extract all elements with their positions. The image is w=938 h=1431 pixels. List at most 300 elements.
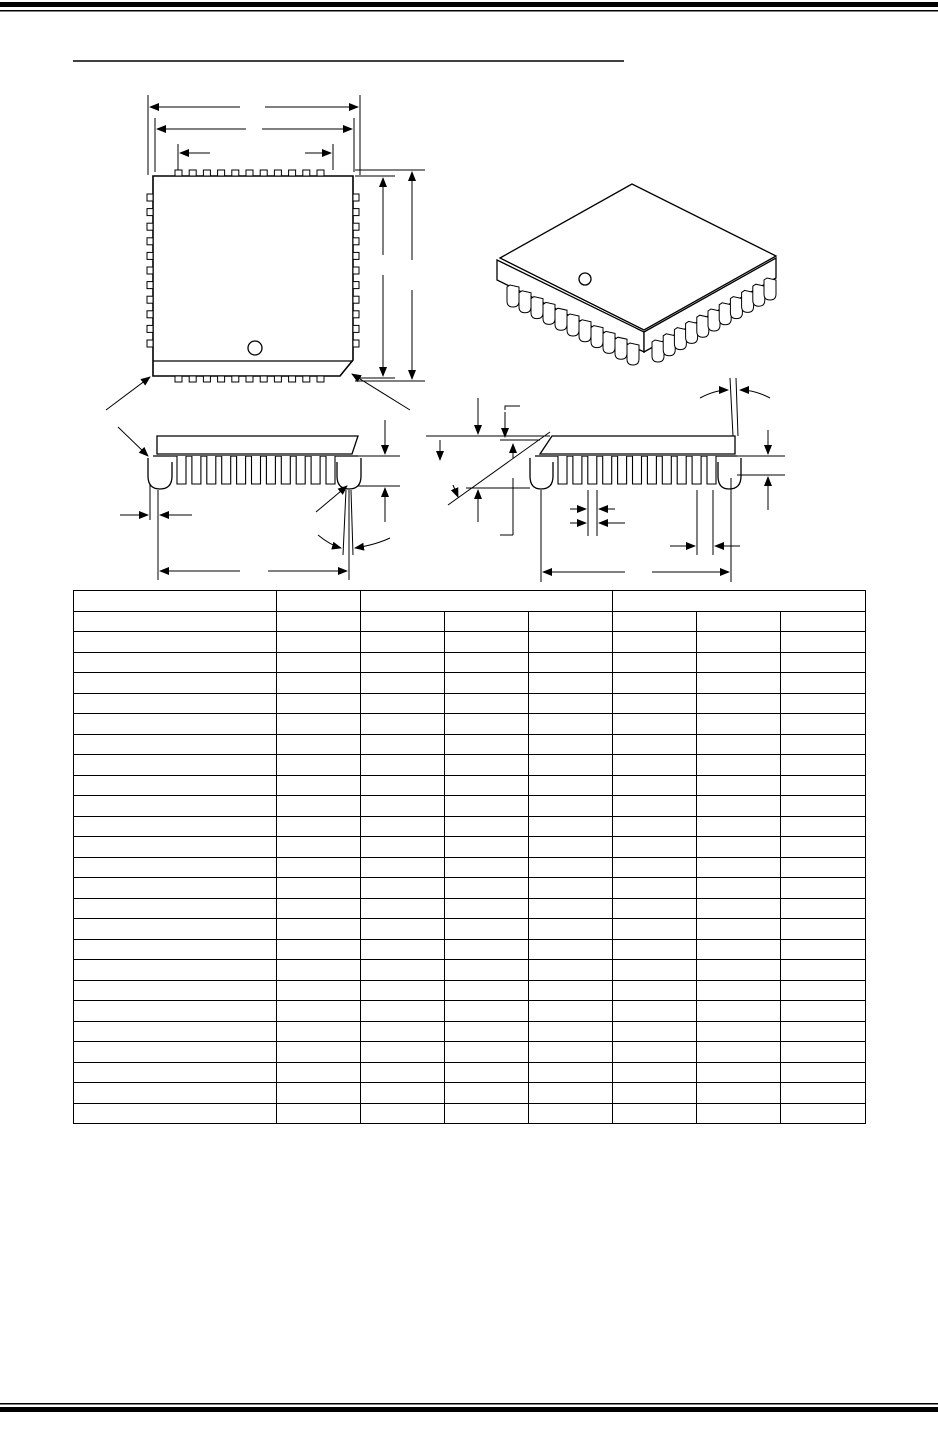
table-cell bbox=[277, 960, 361, 981]
table-cell bbox=[613, 1103, 697, 1124]
table-cell bbox=[277, 693, 361, 714]
side-view-right bbox=[426, 378, 785, 582]
pin-top bbox=[203, 170, 210, 176]
table-cell bbox=[781, 878, 866, 899]
table-cell bbox=[361, 1083, 445, 1104]
table-cell bbox=[781, 1042, 866, 1063]
table-cell bbox=[277, 796, 361, 817]
table-cell bbox=[613, 611, 697, 632]
table-cell bbox=[781, 775, 866, 796]
table-row bbox=[74, 919, 866, 940]
table-cell bbox=[74, 837, 277, 858]
table-cell bbox=[613, 775, 697, 796]
table-row bbox=[74, 816, 866, 837]
pin-bottom bbox=[317, 376, 324, 382]
table-cell bbox=[697, 632, 781, 653]
table-cell bbox=[361, 1062, 445, 1083]
iso-pin-left bbox=[531, 297, 543, 319]
table-cell bbox=[529, 673, 613, 694]
pin-top bbox=[189, 170, 196, 176]
table-cell bbox=[529, 960, 613, 981]
table-cell bbox=[361, 919, 445, 940]
table-cell bbox=[697, 714, 781, 735]
table-cell bbox=[277, 652, 361, 673]
table-cell bbox=[361, 755, 445, 776]
pin-bottom bbox=[246, 376, 253, 382]
table-cell bbox=[445, 939, 529, 960]
table-row bbox=[74, 755, 866, 776]
table-row bbox=[74, 1103, 866, 1124]
table-cell bbox=[613, 939, 697, 960]
pin-top bbox=[317, 170, 324, 176]
table-row bbox=[74, 693, 866, 714]
table-row bbox=[74, 1062, 866, 1083]
table-cell bbox=[529, 714, 613, 735]
table-row bbox=[74, 837, 866, 858]
pin-bottom bbox=[218, 376, 225, 382]
pin-left bbox=[147, 325, 153, 332]
table-cell bbox=[361, 960, 445, 981]
pin-top bbox=[175, 170, 182, 176]
table-cell bbox=[781, 939, 866, 960]
table-cell bbox=[277, 611, 361, 632]
table-cell bbox=[529, 693, 613, 714]
table-cell bbox=[74, 960, 277, 981]
table-row bbox=[74, 775, 866, 796]
table-cell bbox=[445, 693, 529, 714]
table-cell bbox=[697, 611, 781, 632]
table-cell bbox=[445, 898, 529, 919]
pin-right bbox=[353, 311, 359, 318]
table-cell bbox=[74, 775, 277, 796]
table-header-cell bbox=[613, 591, 866, 612]
table-cell bbox=[781, 1062, 866, 1083]
table-cell bbox=[781, 611, 866, 632]
side-lead bbox=[252, 456, 261, 484]
table-cell bbox=[361, 1042, 445, 1063]
table-cell bbox=[529, 1083, 613, 1104]
iso-pin-right bbox=[764, 278, 776, 300]
table-cell bbox=[74, 857, 277, 878]
table-cell bbox=[697, 1042, 781, 1063]
leader-chamfer-left bbox=[106, 377, 150, 410]
table-cell bbox=[529, 1062, 613, 1083]
table-cell bbox=[697, 1062, 781, 1083]
side-lead bbox=[192, 456, 201, 484]
table-cell bbox=[445, 960, 529, 981]
side-lead bbox=[662, 456, 671, 484]
pin-bottom bbox=[274, 376, 281, 382]
pin-left bbox=[147, 223, 153, 230]
side-lead bbox=[677, 456, 686, 484]
table-cell bbox=[613, 673, 697, 694]
table-cell bbox=[277, 1021, 361, 1042]
table-cell bbox=[781, 796, 866, 817]
pin-left bbox=[147, 311, 153, 318]
table-cell bbox=[781, 1001, 866, 1022]
dimensions-table bbox=[73, 590, 866, 1124]
iso-pin-right bbox=[697, 315, 709, 337]
table-cell bbox=[277, 898, 361, 919]
table-cell bbox=[697, 939, 781, 960]
table-cell bbox=[781, 898, 866, 919]
pin-left bbox=[147, 340, 153, 347]
table-cell bbox=[697, 775, 781, 796]
table-cell bbox=[277, 1103, 361, 1124]
table-cell bbox=[74, 714, 277, 735]
table-row bbox=[74, 898, 866, 919]
iso-pin-left bbox=[555, 308, 567, 330]
table-cell bbox=[74, 652, 277, 673]
table-cell bbox=[697, 673, 781, 694]
table-cell bbox=[74, 1103, 277, 1124]
pin-left bbox=[147, 282, 153, 289]
table-cell bbox=[74, 734, 277, 755]
table-cell bbox=[277, 980, 361, 1001]
side-lead bbox=[207, 456, 216, 484]
table-cell bbox=[74, 693, 277, 714]
side-lead bbox=[266, 456, 275, 484]
table-cell bbox=[697, 898, 781, 919]
table-cell bbox=[697, 693, 781, 714]
pin-right bbox=[353, 223, 359, 230]
table-cell bbox=[74, 1062, 277, 1083]
table-cell bbox=[74, 673, 277, 694]
side-lead bbox=[311, 456, 320, 484]
table-cell bbox=[361, 734, 445, 755]
iso-pin-left bbox=[579, 320, 591, 342]
table-cell bbox=[74, 878, 277, 899]
side-lead bbox=[618, 456, 627, 484]
table-cell bbox=[781, 714, 866, 735]
table-cell bbox=[445, 878, 529, 899]
table-cell bbox=[361, 1001, 445, 1022]
iso-pin-right bbox=[674, 328, 686, 350]
table-cell bbox=[445, 1103, 529, 1124]
table-cell bbox=[74, 611, 277, 632]
table-row bbox=[74, 980, 866, 1001]
table-cell bbox=[613, 898, 697, 919]
table-cell bbox=[74, 1042, 277, 1063]
table-cell bbox=[697, 919, 781, 940]
pin-right bbox=[353, 194, 359, 201]
pin-top bbox=[260, 170, 267, 176]
table-cell bbox=[445, 857, 529, 878]
table-cell bbox=[781, 919, 866, 940]
table-cell bbox=[781, 960, 866, 981]
bottom-rule bbox=[0, 1403, 938, 1412]
table-cell bbox=[697, 1021, 781, 1042]
top-rule bbox=[0, 2, 938, 12]
table-cell bbox=[445, 1042, 529, 1063]
iso-pin-right bbox=[730, 297, 742, 319]
table-row bbox=[74, 714, 866, 735]
table-cell bbox=[277, 837, 361, 858]
table-cell bbox=[697, 1083, 781, 1104]
table-cell bbox=[781, 1103, 866, 1124]
pin-bottom bbox=[289, 376, 296, 382]
pin-right bbox=[353, 325, 359, 332]
iso-pin-left bbox=[591, 326, 603, 348]
table-cell bbox=[445, 816, 529, 837]
table-cell bbox=[613, 796, 697, 817]
table-row bbox=[74, 1021, 866, 1042]
table-cell bbox=[529, 755, 613, 776]
table-cell bbox=[613, 960, 697, 981]
leader-chamfer-right bbox=[352, 374, 410, 410]
pin-left bbox=[147, 267, 153, 274]
table-cell bbox=[529, 816, 613, 837]
table-cell bbox=[697, 816, 781, 837]
side-lead bbox=[222, 456, 231, 484]
table-cell bbox=[613, 857, 697, 878]
table-cell bbox=[445, 919, 529, 940]
pin-left bbox=[147, 209, 153, 216]
pin-right bbox=[353, 340, 359, 347]
iso-pin-right bbox=[663, 334, 675, 356]
pin-right bbox=[353, 296, 359, 303]
table-row bbox=[74, 652, 866, 673]
table-cell bbox=[781, 837, 866, 858]
table-cell bbox=[529, 919, 613, 940]
side-lead bbox=[633, 456, 642, 484]
side-lead bbox=[281, 456, 290, 484]
table-cell bbox=[361, 775, 445, 796]
table-header-cell bbox=[74, 591, 277, 612]
table-cell bbox=[529, 611, 613, 632]
table-row bbox=[74, 1042, 866, 1063]
iso-pin-left bbox=[519, 291, 531, 313]
side-lead bbox=[603, 456, 612, 484]
table-cell bbox=[74, 1021, 277, 1042]
table-cell bbox=[781, 673, 866, 694]
table-row bbox=[74, 1001, 866, 1022]
pin-top bbox=[246, 170, 253, 176]
table-cell bbox=[529, 980, 613, 1001]
table-header-cell bbox=[361, 591, 613, 612]
table-cell bbox=[277, 1042, 361, 1063]
pin-right bbox=[353, 209, 359, 216]
table-cell bbox=[74, 816, 277, 837]
table-cell bbox=[361, 673, 445, 694]
table-cell bbox=[529, 878, 613, 899]
side-lead bbox=[326, 456, 335, 484]
table-cell bbox=[361, 939, 445, 960]
table-cell bbox=[613, 714, 697, 735]
iso-pin1-dot bbox=[579, 273, 591, 285]
table-row bbox=[74, 960, 866, 981]
table-cell bbox=[697, 837, 781, 858]
table-cell bbox=[613, 734, 697, 755]
table-row bbox=[74, 939, 866, 960]
table-cell bbox=[361, 693, 445, 714]
table-cell bbox=[529, 652, 613, 673]
iso-pin-right bbox=[742, 290, 754, 312]
table-cell bbox=[613, 919, 697, 940]
table-cell bbox=[74, 1001, 277, 1022]
iso-pin-left bbox=[567, 314, 579, 336]
table-cell bbox=[613, 816, 697, 837]
side-lead bbox=[177, 456, 186, 484]
table-cell bbox=[361, 816, 445, 837]
iso-pin-right bbox=[708, 309, 720, 331]
iso-pin-right bbox=[753, 284, 765, 306]
table-cell bbox=[613, 837, 697, 858]
table-cell bbox=[781, 816, 866, 837]
side-lead bbox=[558, 456, 567, 484]
side-left-leads bbox=[177, 456, 335, 484]
table-cell bbox=[277, 714, 361, 735]
table-cell bbox=[445, 652, 529, 673]
table-cell bbox=[781, 693, 866, 714]
table-cell bbox=[529, 775, 613, 796]
table-cell bbox=[529, 1021, 613, 1042]
side-lead bbox=[647, 456, 656, 484]
pin-bottom bbox=[203, 376, 210, 382]
side-lead bbox=[707, 456, 716, 484]
table-cell bbox=[361, 980, 445, 1001]
pin-right bbox=[353, 238, 359, 245]
pin-top bbox=[218, 170, 225, 176]
table-cell bbox=[361, 1021, 445, 1042]
pin-bottom bbox=[175, 376, 182, 382]
table-cell bbox=[781, 755, 866, 776]
table-cell bbox=[74, 632, 277, 653]
table-cell bbox=[361, 652, 445, 673]
table-cell bbox=[613, 980, 697, 1001]
pin-left bbox=[147, 238, 153, 245]
pin-left bbox=[147, 252, 153, 259]
table-cell bbox=[781, 1021, 866, 1042]
table-subheader-row bbox=[74, 611, 866, 632]
table-cell bbox=[445, 734, 529, 755]
table-cell bbox=[277, 857, 361, 878]
table-cell bbox=[529, 632, 613, 653]
table-row bbox=[74, 796, 866, 817]
side-lead bbox=[692, 456, 701, 484]
table-row bbox=[74, 878, 866, 899]
table-cell bbox=[697, 1001, 781, 1022]
table-row bbox=[74, 1083, 866, 1104]
table-cell bbox=[529, 857, 613, 878]
iso-pin-right bbox=[686, 321, 698, 343]
pin-top bbox=[289, 170, 296, 176]
table-cell bbox=[781, 1083, 866, 1104]
table-cell bbox=[613, 632, 697, 653]
pin-top bbox=[232, 170, 239, 176]
pin-right bbox=[353, 267, 359, 274]
iso-pin-left bbox=[543, 302, 555, 324]
pin-top bbox=[303, 170, 310, 176]
pin-bottom bbox=[260, 376, 267, 382]
table-cell bbox=[697, 734, 781, 755]
table-cell bbox=[74, 1083, 277, 1104]
table-cell bbox=[74, 898, 277, 919]
table-cell bbox=[74, 755, 277, 776]
table-row bbox=[74, 734, 866, 755]
iso-pin-right bbox=[652, 340, 664, 362]
table-cell bbox=[697, 960, 781, 981]
table-cell bbox=[529, 939, 613, 960]
table-cell bbox=[613, 1001, 697, 1022]
pin-right bbox=[353, 282, 359, 289]
table-cell bbox=[445, 775, 529, 796]
table-cell bbox=[781, 632, 866, 653]
top-view bbox=[106, 95, 425, 410]
pin-bottom bbox=[303, 376, 310, 382]
pin-top bbox=[274, 170, 281, 176]
table-cell bbox=[74, 796, 277, 817]
table-cell bbox=[277, 755, 361, 776]
table-cell bbox=[277, 1083, 361, 1104]
table-cell bbox=[445, 837, 529, 858]
table-cell bbox=[781, 734, 866, 755]
table-cell bbox=[74, 939, 277, 960]
table-cell bbox=[697, 980, 781, 1001]
table-cell bbox=[277, 632, 361, 653]
table-cell bbox=[277, 775, 361, 796]
table-cell bbox=[781, 980, 866, 1001]
table-cell bbox=[361, 796, 445, 817]
table-cell bbox=[529, 898, 613, 919]
table-cell bbox=[361, 714, 445, 735]
table-row bbox=[74, 857, 866, 878]
package-body-top bbox=[153, 176, 353, 376]
table-cell bbox=[361, 632, 445, 653]
table-cell bbox=[529, 837, 613, 858]
table-cell bbox=[445, 1021, 529, 1042]
table-cell bbox=[277, 939, 361, 960]
iso-pin-left bbox=[615, 337, 627, 359]
table-cell bbox=[613, 878, 697, 899]
table-cell bbox=[361, 837, 445, 858]
table-cell bbox=[277, 878, 361, 899]
pin-bottom bbox=[232, 376, 239, 382]
table-cell bbox=[445, 673, 529, 694]
table-cell bbox=[361, 857, 445, 878]
table-header-row bbox=[74, 591, 866, 612]
table-cell bbox=[277, 673, 361, 694]
side-lead bbox=[588, 456, 597, 484]
table-cell bbox=[613, 1083, 697, 1104]
table-cell bbox=[361, 611, 445, 632]
table-cell bbox=[445, 980, 529, 1001]
table-header-cell bbox=[277, 591, 361, 612]
table-cell bbox=[445, 755, 529, 776]
side-right-body bbox=[540, 436, 735, 454]
table-cell bbox=[277, 734, 361, 755]
pin-bottom bbox=[189, 376, 196, 382]
table-cell bbox=[361, 878, 445, 899]
table-cell bbox=[74, 980, 277, 1001]
table-cell bbox=[277, 919, 361, 940]
pin-left bbox=[147, 296, 153, 303]
table-cell bbox=[445, 796, 529, 817]
iso-pin-left bbox=[507, 285, 519, 307]
pin-left bbox=[147, 194, 153, 201]
table-cell bbox=[697, 652, 781, 673]
iso-pin-left bbox=[603, 331, 615, 353]
side-lead bbox=[237, 456, 246, 484]
table-cell bbox=[613, 1042, 697, 1063]
side-right-leads bbox=[558, 456, 716, 484]
table-cell bbox=[361, 1103, 445, 1124]
table-row bbox=[74, 673, 866, 694]
table-cell bbox=[445, 1083, 529, 1104]
isometric-view bbox=[497, 184, 776, 365]
table-cell bbox=[277, 816, 361, 837]
table-cell bbox=[613, 1021, 697, 1042]
